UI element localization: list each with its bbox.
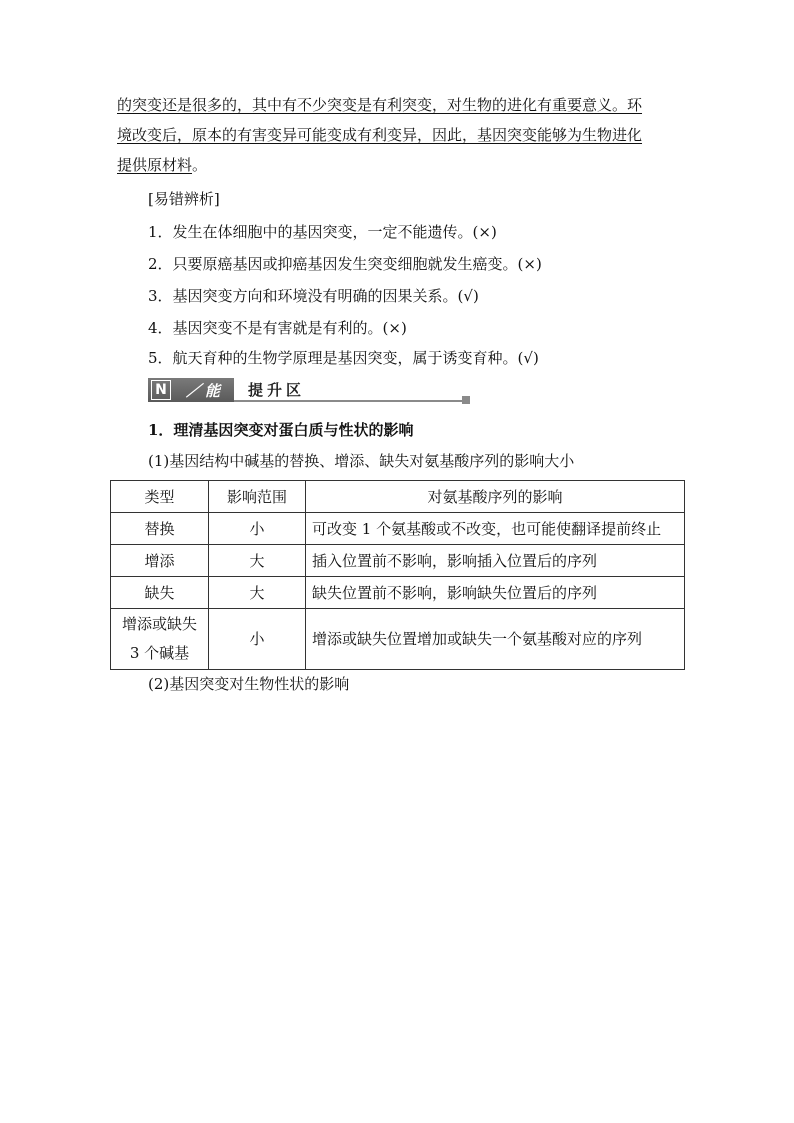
table-row [111,609,685,670]
analysis-item-4: 4．基因突变不是有害就是有利的。(×) [148,319,407,337]
analysis-item-5: 5．航天育种的生物学原理是基因突变，属于诱变育种。(√) [148,349,539,367]
analysis-heading: [易错辨析] [148,190,220,208]
table-header-row [111,481,685,513]
banner-label-ability: ／能 力 [186,382,225,421]
banner-n-icon: N [151,380,171,400]
table-cell-range: 小 [209,609,306,670]
paragraph-line-2: 境改变后，原本的有害变异可能变成有利变异，因此，基因突变能够为生物进化 [117,126,643,144]
table-cell-effect: 增添或缺失位置增加或缺失一个氨基酸对应的序列 [306,609,685,670]
section-sub-1: (1)基因结构中碱基的替换、增添、缺失对氨基酸序列的影响大小 [148,452,575,470]
table-cell-effect: 插入位置前不影响，影响插入位置后的序列 [306,545,685,577]
table-row [111,577,685,609]
table-cell-type-line-1: 增添或缺失 [121,615,197,633]
analysis-item-1: 1．发生在体细胞中的基因突变，一定不能遗传。(×) [148,223,497,241]
table-cell-effect: 缺失位置前不影响，影响缺失位置后的序列 [306,577,685,609]
analysis-item-2: 2．只要原癌基因或抑癌基因发生突变细胞就发生癌变。(×) [148,255,542,273]
banner-square-icon [462,396,470,404]
table-cell-type [111,609,209,670]
table-header-range: 影响范围 [209,481,306,513]
table-cell-effect: 可改变 1 个氨基酸或不改变，也可能使翻译提前终止 [306,513,685,545]
banner-box [148,378,234,421]
section-banner [148,378,473,421]
table-cell-type: 缺失 [111,577,209,609]
section-title: 1．理清基因突变对蛋白质与性状的影响 [148,421,414,439]
table-row [111,545,685,577]
table-cell-range: 大 [209,577,306,609]
banner-label-improve: 提升区 [248,381,306,399]
table-header-type: 类型 [111,481,209,513]
table-row [111,513,685,545]
table-cell-type-line-2: 3 个碱基 [129,644,190,662]
banner-rule [234,400,462,402]
paragraph-line-3: 提供原材料 [117,156,193,174]
table-header-effect: 对氨基酸序列的影响 [306,481,685,513]
analysis-item-3: 3．基因突变方向和环境没有明确的因果关系。(√) [148,287,479,305]
mutation-effect-table [110,480,685,670]
paragraph-line-1: 的突变还是很多的，其中有不少突变是有利突变，对生物的进化有重要意义。环 [117,96,643,114]
table-cell-range: 小 [209,513,306,545]
section-sub-2: (2)基因突变对生物性状的影响 [148,675,350,693]
intro-paragraph [117,90,682,180]
table-cell-range: 大 [209,545,306,577]
table-cell-type: 替换 [111,513,209,545]
paragraph-line-3-tail: 。 [192,156,208,174]
table-cell-type: 增添 [111,545,209,577]
